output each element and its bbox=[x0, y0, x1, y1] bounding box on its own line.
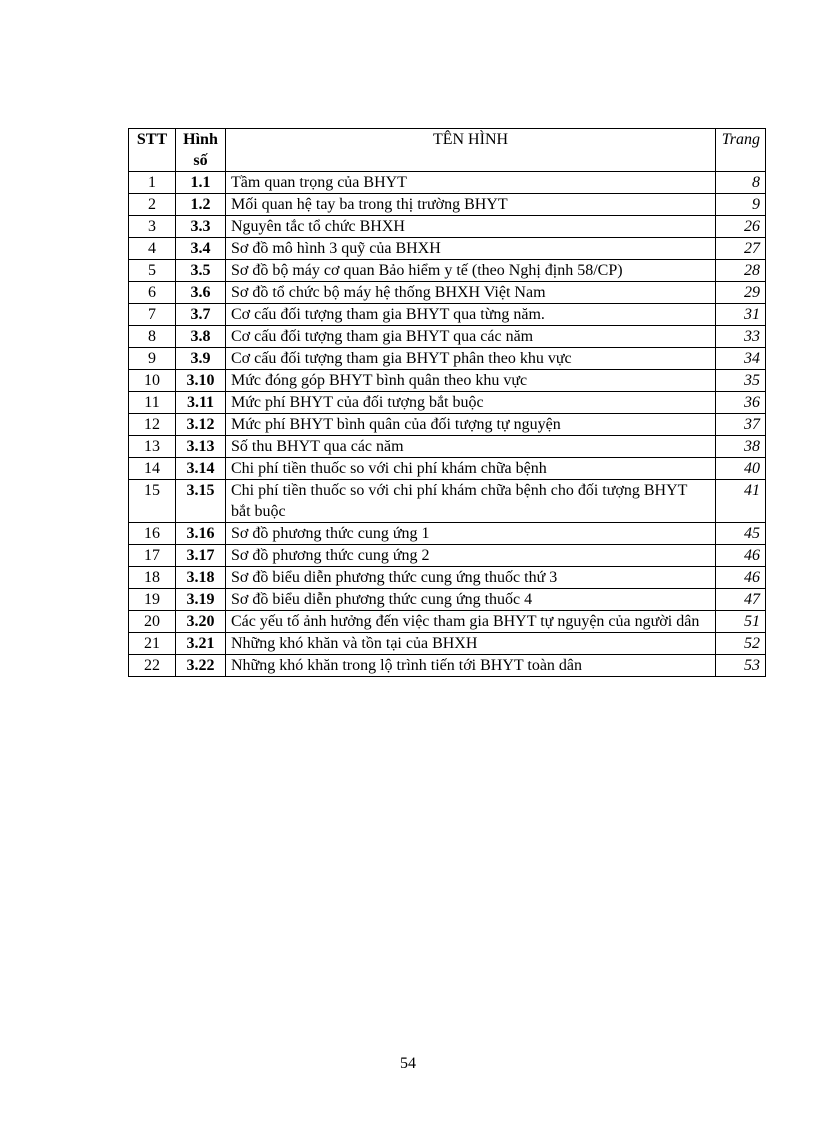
row-figure-number: 3.17 bbox=[176, 545, 226, 567]
table-row bbox=[129, 326, 766, 348]
row-figure-title: Cơ cấu đối tượng tham gia BHYT qua các năm bbox=[226, 326, 716, 348]
row-figure-number: 3.20 bbox=[176, 611, 226, 633]
row-figure-title: Sơ đồ biểu diễn phương thức cung ứng thuốc 4 bbox=[226, 589, 716, 611]
table-row bbox=[129, 282, 766, 304]
row-figure-title: Cơ cấu đối tượng tham gia BHYT qua từng năm. bbox=[226, 304, 716, 326]
row-figure-title: Sơ đồ tổ chức bộ máy hệ thống BHXH Việt Nam bbox=[226, 282, 716, 304]
row-figure-title: Các yếu tố ảnh hưởng đến việc tham gia BHYT tự nguyện của người dân bbox=[226, 611, 716, 633]
row-page: 8 bbox=[716, 172, 766, 194]
row-figure-title: Sơ đồ phương thức cung ứng 2 bbox=[226, 545, 716, 567]
table-row bbox=[129, 458, 766, 480]
row-stt: 18 bbox=[129, 567, 176, 589]
row-stt: 20 bbox=[129, 611, 176, 633]
row-figure-title: Sơ đồ biểu diễn phương thức cung ứng thuốc thứ 3 bbox=[226, 567, 716, 589]
row-figure-number: 3.3 bbox=[176, 216, 226, 238]
row-figure-title: Sơ đồ bộ máy cơ quan Bảo hiểm y tế (theo Nghị định 58/CP) bbox=[226, 260, 716, 282]
row-stt: 11 bbox=[129, 392, 176, 414]
table-row bbox=[129, 523, 766, 545]
row-page: 52 bbox=[716, 633, 766, 655]
row-figure-number: 3.4 bbox=[176, 238, 226, 260]
row-stt: 10 bbox=[129, 370, 176, 392]
row-stt: 9 bbox=[129, 348, 176, 370]
row-figure-title: Cơ cấu đối tượng tham gia BHYT phân theo khu vực bbox=[226, 348, 716, 370]
row-stt: 7 bbox=[129, 304, 176, 326]
table-row bbox=[129, 480, 766, 523]
table-row bbox=[129, 633, 766, 655]
row-figure-title: Chi phí tiền thuốc so với chi phí khám chữa bệnh cho đối tượng BHYT bắt buộc bbox=[226, 480, 716, 523]
row-page: 40 bbox=[716, 458, 766, 480]
row-page: 45 bbox=[716, 523, 766, 545]
row-stt: 8 bbox=[129, 326, 176, 348]
row-figure-number: 3.16 bbox=[176, 523, 226, 545]
row-page: 35 bbox=[716, 370, 766, 392]
row-stt: 21 bbox=[129, 633, 176, 655]
table-row bbox=[129, 216, 766, 238]
table-header bbox=[129, 129, 766, 172]
figure-list-table bbox=[128, 128, 766, 677]
row-figure-title: Mức đóng góp BHYT bình quân theo khu vực bbox=[226, 370, 716, 392]
row-figure-number: 3.15 bbox=[176, 480, 226, 523]
table-row bbox=[129, 172, 766, 194]
row-figure-title: Mối quan hệ tay ba trong thị trường BHYT bbox=[226, 194, 716, 216]
table-row bbox=[129, 655, 766, 677]
header-row bbox=[129, 129, 766, 172]
row-figure-number: 3.11 bbox=[176, 392, 226, 414]
row-figure-title: Mức phí BHYT của đối tượng bắt buộc bbox=[226, 392, 716, 414]
row-figure-number: 3.21 bbox=[176, 633, 226, 655]
header-page: Trang bbox=[716, 129, 766, 172]
table-row bbox=[129, 567, 766, 589]
row-figure-number: 3.14 bbox=[176, 458, 226, 480]
row-stt: 12 bbox=[129, 414, 176, 436]
table-row bbox=[129, 238, 766, 260]
row-figure-number: 3.18 bbox=[176, 567, 226, 589]
row-stt: 4 bbox=[129, 238, 176, 260]
row-stt: 3 bbox=[129, 216, 176, 238]
row-figure-title: Chi phí tiền thuốc so với chi phí khám chữa bệnh bbox=[226, 458, 716, 480]
row-figure-number: 3.13 bbox=[176, 436, 226, 458]
page-number: 54 bbox=[400, 1055, 416, 1072]
row-page: 27 bbox=[716, 238, 766, 260]
row-stt: 5 bbox=[129, 260, 176, 282]
row-page: 33 bbox=[716, 326, 766, 348]
row-stt: 2 bbox=[129, 194, 176, 216]
row-stt: 13 bbox=[129, 436, 176, 458]
row-figure-number: 1.2 bbox=[176, 194, 226, 216]
row-page: 31 bbox=[716, 304, 766, 326]
row-figure-title: Sơ đồ mô hình 3 quỹ của BHXH bbox=[226, 238, 716, 260]
row-page: 29 bbox=[716, 282, 766, 304]
row-figure-title: Nguyên tắc tổ chức BHXH bbox=[226, 216, 716, 238]
row-page: 53 bbox=[716, 655, 766, 677]
table-row bbox=[129, 414, 766, 436]
table-row bbox=[129, 611, 766, 633]
header-figure-number: Hình số bbox=[176, 129, 226, 172]
row-stt: 14 bbox=[129, 458, 176, 480]
row-figure-number: 3.9 bbox=[176, 348, 226, 370]
row-figure-number: 3.19 bbox=[176, 589, 226, 611]
row-figure-title: Số thu BHYT qua các năm bbox=[226, 436, 716, 458]
table-row bbox=[129, 589, 766, 611]
table-row bbox=[129, 260, 766, 282]
table-row bbox=[129, 545, 766, 567]
row-figure-number: 3.8 bbox=[176, 326, 226, 348]
row-figure-number: 3.22 bbox=[176, 655, 226, 677]
row-page: 36 bbox=[716, 392, 766, 414]
row-figure-number: 3.6 bbox=[176, 282, 226, 304]
row-figure-number: 1.1 bbox=[176, 172, 226, 194]
header-figure-title: TÊN HÌNH bbox=[226, 129, 716, 172]
row-page: 46 bbox=[716, 567, 766, 589]
row-stt: 1 bbox=[129, 172, 176, 194]
row-page: 46 bbox=[716, 545, 766, 567]
row-figure-title: Sơ đồ phương thức cung ứng 1 bbox=[226, 523, 716, 545]
row-figure-number: 3.7 bbox=[176, 304, 226, 326]
row-figure-title: Mức phí BHYT bình quân của đối tượng tự nguyện bbox=[226, 414, 716, 436]
row-figure-number: 3.5 bbox=[176, 260, 226, 282]
row-page: 9 bbox=[716, 194, 766, 216]
row-page: 37 bbox=[716, 414, 766, 436]
row-figure-number: 3.12 bbox=[176, 414, 226, 436]
row-page: 41 bbox=[716, 480, 766, 523]
table-row bbox=[129, 392, 766, 414]
table-row bbox=[129, 348, 766, 370]
row-figure-title: Những khó khăn và tồn tại của BHXH bbox=[226, 633, 716, 655]
row-figure-title: Những khó khăn trong lộ trình tiến tới BHYT toàn dân bbox=[226, 655, 716, 677]
row-page: 28 bbox=[716, 260, 766, 282]
table-row bbox=[129, 370, 766, 392]
row-page: 51 bbox=[716, 611, 766, 633]
row-figure-number: 3.10 bbox=[176, 370, 226, 392]
header-stt: STT bbox=[129, 129, 176, 172]
row-stt: 19 bbox=[129, 589, 176, 611]
row-page: 38 bbox=[716, 436, 766, 458]
row-page: 26 bbox=[716, 216, 766, 238]
row-stt: 15 bbox=[129, 480, 176, 523]
table-row bbox=[129, 436, 766, 458]
row-stt: 17 bbox=[129, 545, 176, 567]
table-row bbox=[129, 194, 766, 216]
row-stt: 22 bbox=[129, 655, 176, 677]
row-page: 34 bbox=[716, 348, 766, 370]
row-page: 47 bbox=[716, 589, 766, 611]
table-body bbox=[129, 172, 766, 677]
row-figure-title: Tầm quan trọng của BHYT bbox=[226, 172, 716, 194]
row-stt: 16 bbox=[129, 523, 176, 545]
table-row bbox=[129, 304, 766, 326]
row-stt: 6 bbox=[129, 282, 176, 304]
